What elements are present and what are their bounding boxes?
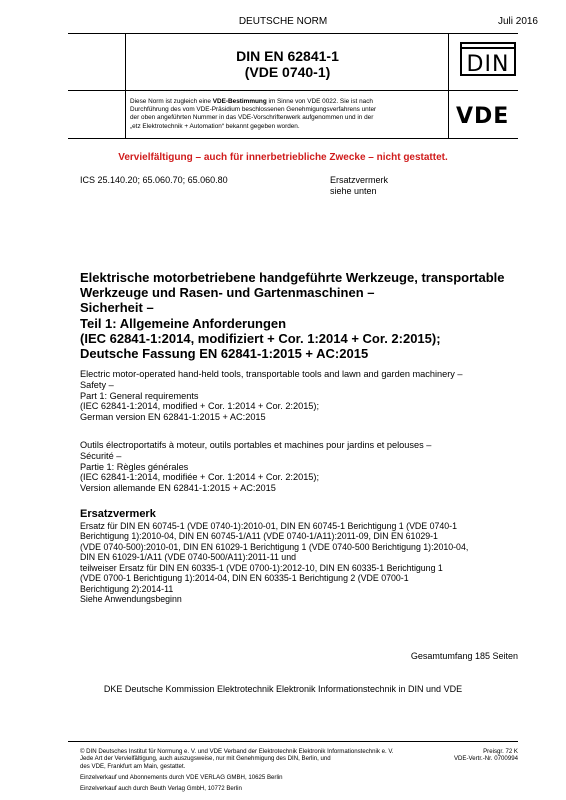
- header-rule-middle: [68, 90, 518, 91]
- vde-note-line: Durchführung des vom VDE-Präsidium beschlossenen Genehmigungsverfahrens unter: [130, 106, 377, 114]
- replacement-line: Siehe Anwendungsbeginn: [80, 594, 182, 605]
- price-group: Preisgr. 72 K: [483, 748, 518, 755]
- german-title-line: Elektrische motorbetriebene handgeführte Werkzeuge, transportable: [80, 270, 505, 285]
- german-title: [80, 270, 520, 361]
- replacement-heading: Ersatzvermerk: [80, 508, 156, 520]
- page-count: Gesamtumfang 185 Seiten: [410, 651, 518, 661]
- price-info: [454, 748, 518, 763]
- vde-note-line: der oben angeführten Nummer in das VDE-Vorschriftenwerk aufgenommen und in der: [130, 114, 374, 122]
- standard-number: DIN EN 62841-1: [236, 48, 339, 64]
- german-title-line: Teil 1: Allgemeine Anforderungen: [80, 315, 287, 331]
- copyright-line: des VDE, Frankfurt am Main, gestattet.: [80, 762, 186, 770]
- din-logo: [460, 42, 516, 76]
- replacement-reference: [330, 175, 450, 197]
- french-title-line: Version allemande EN 62841-1:2015 + AC:2015: [80, 483, 276, 494]
- copyright-line: Jede Art der Vervielfältigung, auch auszugsweise, nur mit Genehmigung des DIN, Berlin, und: [80, 755, 331, 763]
- german-title-line: Werkzeuge und Rasen- und Gartenmaschinen –: [80, 285, 375, 301]
- replacement-line: (VDE 0740-500):2010-01, DIN EN 61029-1 Berichtigung 1 (VDE 0740-500 Berichtigung 1):2010-04,: [80, 541, 469, 552]
- din-logo-text: DIN: [466, 52, 510, 76]
- header-rule-top: [68, 33, 518, 34]
- standard-type-label: DEUTSCHE NORM: [238, 16, 328, 27]
- copyright-notice: [80, 748, 450, 770]
- replacement-line: DIN EN 61029-1/A11 (VDE 0740-500/A11):2011-11 und: [80, 552, 296, 563]
- reproduction-warning: Vervielfältigung – auch für innerbetriebliche Zwecke – nicht gestattet.: [118, 152, 448, 163]
- publication-date: Juli 2016: [497, 16, 538, 27]
- vde-note-line: „etz Elektrotechnik + Automation“ bekannt gegeben worden.: [130, 122, 300, 130]
- german-title-line: Sicherheit –: [80, 300, 154, 316]
- replacement-ref-line: Ersatzvermerk: [330, 175, 389, 185]
- french-title-line: Outils électroportatifs à moteur, outils portables et machines pour jardins et pelouses –: [80, 440, 432, 450]
- german-title-line: (IEC 62841-1:2014, modifiziert + Cor. 1:2014 + Cor. 2:2015);: [80, 330, 441, 346]
- copyright-line: © DIN Deutsches Institut für Normung e. V. und VDE Verband der Elektrotechnik Elektronik Informationstechnik e. V.: [80, 748, 394, 755]
- english-title: [80, 369, 520, 423]
- header-rule-bottom: [68, 138, 518, 139]
- header-rule-right: [448, 33, 449, 138]
- vde-note-line: Diese Norm ist zugleich eine VDE-Bestimmung im Sinne von VDE 0022. Sie ist nach: [130, 98, 373, 105]
- header-rule-left: [125, 33, 126, 138]
- replacement-ref-line: siehe unten: [330, 186, 377, 196]
- replacement-line: teilweiser Ersatz für DIN EN 60335-1 (VDE 0700-1):2012-10, DIN EN 60335-1 Berichtigung 1: [80, 562, 443, 573]
- english-title-line: German version EN 62841-1:2015 + AC:2015: [80, 412, 266, 423]
- replacement-line: Berichtigung 2):2014-11: [80, 583, 174, 594]
- english-title-line: (IEC 62841-1:2014, modified + Cor. 1:2014 + Cor. 2:2015);: [80, 401, 320, 412]
- replacement-line: Berichtigung 1):2010-04, DIN EN 60745-1/A11 (VDE 0740-1/A11):2011-09, DIN EN 61029-1: [80, 531, 438, 542]
- vde-logo: VDE: [456, 104, 510, 129]
- ics-codes: ICS 25.140.20; 65.060.70; 65.060.80: [80, 175, 228, 185]
- sales-info-vde: Einzelverkauf und Abonnements durch VDE VERLAG GMBH, 10625 Berlin: [80, 774, 283, 781]
- french-title-line: Sécurité –: [80, 450, 122, 461]
- french-title-line: Partie 1: Règles générales: [80, 461, 189, 472]
- french-title-line: (IEC 62841-1:2014, modifiée + Cor. 1:2014 + Cor. 2:2015);: [80, 472, 320, 483]
- english-title-line: Electric motor-operated hand-held tools, transportable tools and lawn and garden machinery –: [80, 369, 463, 379]
- vde-regulation-note: [130, 98, 446, 131]
- german-title-line: Deutsche Fassung EN 62841-1:2015 + AC:2015: [80, 346, 369, 362]
- english-title-line: Part 1: General requirements: [80, 390, 199, 401]
- dke-commission: DKE Deutsche Kommission Elektrotechnik Elektronik Informationstechnik in DIN und VDE: [103, 684, 463, 694]
- replacement-line: (VDE 0700-1 Berichtigung 1):2014-04, DIN EN 60335-1 Berichtigung 2 (VDE 0700-1: [80, 573, 409, 584]
- french-title: [80, 440, 520, 494]
- replacement-text: [80, 521, 520, 605]
- replacement-line: Ersatz für DIN EN 60745-1 (VDE 0740-1):2010-01, DIN EN 60745-1 Berichtigung 1 (VDE 0740-1: [80, 521, 457, 531]
- vde-contract-number: VDE-Vertr.-Nr. 0700994: [453, 755, 518, 763]
- standard-number-block: [130, 48, 445, 80]
- vde-number: (VDE 0740-1): [244, 64, 331, 80]
- english-title-line: Safety –: [80, 379, 114, 390]
- sales-info-beuth: Einzelverkauf auch durch Beuth Verlag GmbH, 10772 Berlin: [80, 785, 242, 792]
- footer-rule: [68, 741, 518, 742]
